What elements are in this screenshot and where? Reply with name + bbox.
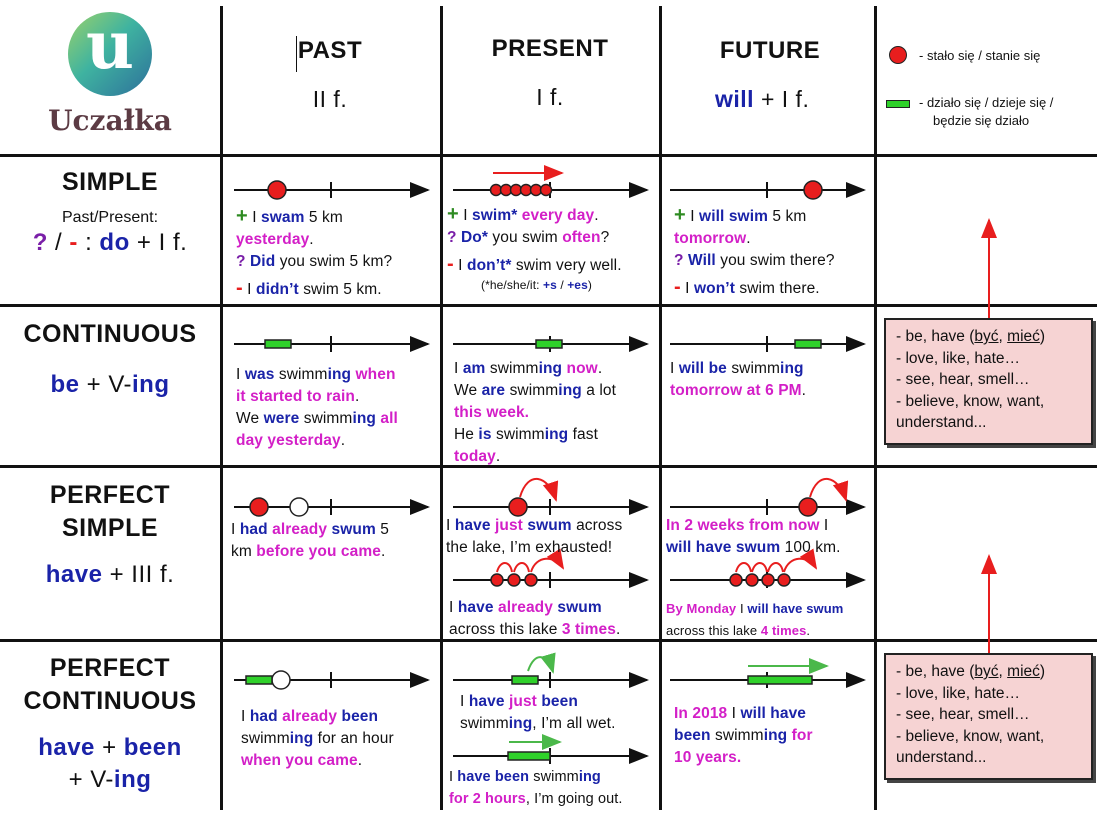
process-bar [246,676,272,684]
text: mieć [1007,663,1040,680]
text: We [236,410,264,427]
aux: were [263,410,300,427]
text: . [340,432,346,449]
suffix: +s [543,278,557,292]
text: . [309,231,314,248]
text: ) [587,278,592,292]
cell-cont-past [236,364,398,452]
verb: will have swum [666,539,781,556]
cell-perf-past [231,519,389,563]
time-expr: for 2 hours [449,791,526,807]
text: I [231,521,240,538]
text: . [806,623,811,638]
text: , I’m going out. [525,791,623,807]
aux: have been [457,769,530,785]
process-bar [748,676,812,684]
neg-mark: - [69,229,78,256]
time-expr: By Monday [666,601,737,616]
text: . [357,752,363,769]
text: fast [568,426,599,443]
text: I [819,517,829,534]
legend-event-label: - stało się / stanie się [919,48,1041,63]
ing-suffix: ing [508,715,533,732]
event-dot [799,498,817,516]
slash: / [47,229,70,256]
time-expr: today [454,448,496,465]
time-expr: for [787,727,813,744]
verb: swum [522,517,572,534]
text: He [454,426,479,443]
cell-simple-future [674,204,835,300]
text: I [236,366,245,383]
time-expr: day yesterday [236,432,341,449]
form-tail: + V- [79,371,133,398]
event-dot [268,181,286,199]
do-aux: do [99,229,130,256]
text: swimm [241,730,290,747]
text: I [690,208,700,225]
text: I [241,708,250,725]
text: swimm [274,366,328,383]
text: swimm [726,360,781,377]
text: 5 km [304,209,343,226]
text: I [680,280,694,297]
text: I [242,281,256,298]
time-expr: In 2 weeks from now [666,517,820,534]
text: , [998,663,1008,680]
open-dot [272,671,290,689]
time-expr: it started to rain [236,388,355,405]
time-expr: now [562,360,598,377]
time-expr: all [375,410,398,427]
text: I [727,705,741,722]
q-mark: ? [447,229,457,246]
aux: been [337,708,379,725]
cell-perf-future-2 [666,598,843,642]
text: , I’m all wet. [532,715,616,732]
future-title: FUTURE [719,37,821,64]
text: the lake, I’m exhausted! [446,539,613,556]
stative-note-1 [884,318,1093,445]
text: across this lake [666,623,761,638]
text: , [998,328,1008,345]
cell-simple-present [447,203,622,293]
text: you swim 5 km? [275,253,393,270]
aux: will be [678,360,727,377]
ing-suffix: ing [578,769,601,785]
text: - be, have ( [896,328,975,345]
text: 5 [375,521,389,538]
text: . [746,230,751,247]
cell-pc-present-2 [449,766,623,810]
ing-suffix: ing [327,366,352,383]
text: - see, hear, smell… [896,706,1030,723]
text: swimm [299,410,353,427]
cell-cont-future [670,358,806,402]
green-curve [528,657,553,672]
text: - be, have ( [896,663,975,680]
aux: are [481,382,506,399]
ing-suffix: ing [780,360,804,377]
ing-suffix: ing [558,382,582,399]
text: I [446,517,455,534]
open-dot [290,498,308,516]
text: understand... [896,414,987,431]
time-expr: 3 times [561,621,616,638]
cell-simple-past [236,205,392,301]
text: for an hour [313,730,394,747]
text: I [252,209,262,226]
verb: will swim [699,208,768,225]
text: . [354,388,360,405]
row-pc-title-2: CONTINUOUS [23,687,197,715]
text: swimm [505,382,559,399]
cell-perf-present [446,515,622,559]
future-form-rest: + I f. [754,86,810,112]
ing-suffix: ing [352,410,376,427]
aux: don’t* [467,257,512,274]
time-expr: 4 times [760,623,807,638]
aux: have [457,599,494,616]
aux: been [536,693,578,710]
time-expr: every day [517,207,595,224]
aux: won’t [694,280,735,297]
time-expr: often [562,229,601,246]
text: swim there. [734,280,820,297]
row-ps-title-1: PERFECT [49,481,171,509]
time-expr: In 2018 [674,705,728,722]
text: - love, like, hate… [896,684,1021,702]
text: swim 5 km. [298,281,382,298]
text: you swim there? [715,252,835,269]
time-expr: tomorrow at 6 PM [670,382,802,399]
aux: had [239,521,268,538]
adverb: already [267,521,328,538]
text: - love, like, hate… [896,349,1021,367]
text: - believe, know, want, [896,392,1045,410]
stative-note-2 [884,653,1093,780]
adverb: just [504,693,537,710]
aux: Did [250,253,276,270]
legend-process-label-1: - działo się / dzieje się / [919,95,1054,110]
text: I [463,207,473,224]
plus-sign: + [236,205,248,227]
text: you swim [488,229,563,246]
text: I [449,769,458,785]
future-will: will [715,86,755,112]
form-tail: + III f. [102,561,175,588]
row-simple-title: SIMPLE [61,168,159,196]
event-dot [730,574,742,586]
text: swim very well. [511,257,622,274]
neg-mark: - [236,277,243,299]
neg-mark: - [447,253,454,275]
verb: swam [261,209,305,226]
text: 5 km [767,208,807,225]
aux: have [454,517,491,534]
cell-pc-past [241,706,394,772]
text: swimm [529,769,579,785]
brand-name: Uczałka [48,104,172,137]
time-expr: tomorrow [674,230,747,247]
time-expr: before you came [256,543,381,560]
event-dot [804,181,822,199]
text: swimm [710,727,764,744]
process-bar [508,752,550,760]
text: mieć [1007,328,1040,345]
aux: was [244,366,275,383]
cell-perf-present-2 [449,597,620,641]
text: swimm [485,360,539,377]
form-tail: + I f. [129,229,188,256]
aux: am [462,360,486,377]
plus-sign: + [447,203,459,225]
text: I [736,601,748,616]
been-aux: been [123,734,182,761]
cell-pc-future [674,703,813,769]
ing-suffix: ing [538,360,563,377]
verb: swim* [472,207,518,224]
text: . [594,207,599,224]
be-aux: be [50,371,80,398]
colon: : [77,229,100,256]
row-continuous-title: CONTINUOUS [23,320,197,348]
time-expr: this week. [454,404,530,421]
text: / [556,278,568,292]
text: ? [600,229,610,246]
row-pc-title-1: PERFECT [49,654,171,682]
time-expr: when you came [241,752,358,769]
process-bar [512,676,538,684]
ing-suffix: ing [763,727,788,744]
text: (*he/she/it: [481,278,543,292]
text: 100 km. [780,539,841,556]
ing-suffix: ing [289,730,314,747]
adverb: already [277,708,338,725]
have-aux: have [38,734,95,761]
text: We [454,382,482,399]
neg-mark: - [674,276,681,298]
legend-process-label-2: będzie się działo [933,113,1030,128]
row-simple-sub: Past/Present: [61,209,159,226]
text: swimm [491,426,545,443]
plus-sign: + [674,204,686,226]
have-aux: have [45,561,103,588]
verb: swum [327,521,376,538]
event-dot [250,498,268,516]
cell-perf-future [666,515,841,559]
time-expr: yesterday [236,231,310,248]
aux: Will [688,252,716,269]
time-expr: when [351,366,396,383]
text: across [571,517,623,534]
text: . [380,543,386,560]
aux: is [478,426,492,443]
time-expr: 10 years. [674,749,742,766]
red-curve [810,479,846,500]
text: - see, hear, smell… [896,371,1030,388]
text: I [670,360,679,377]
verb: swum [552,599,602,616]
aux: will have [740,705,807,722]
present-form: I f. [536,84,564,110]
verb: will have swum [747,601,844,616]
text: swimm [460,715,509,732]
suffix: +es [567,278,588,292]
text: I [454,360,463,377]
form-tail: + V- [68,766,114,793]
text: ) [1039,663,1046,680]
event-dot [491,574,503,586]
aux: didn’t [256,281,299,298]
text: across this lake [449,621,562,638]
q-mark: ? [236,253,246,270]
q-mark: ? [32,229,48,256]
process-bar [265,340,291,348]
q-mark: ? [674,252,684,269]
text: I [453,257,467,274]
text: ) [1039,328,1046,345]
adverb: just [490,517,523,534]
ing-suffix: ing [132,371,170,398]
present-title: PRESENT [491,35,609,62]
process-bar [536,340,562,348]
text: I [460,693,469,710]
text: I [449,599,458,616]
text: a lot [581,382,617,399]
row-ps-title-2: SIMPLE [61,514,159,542]
aux: Do* [461,229,488,246]
ing-suffix: ing [113,766,152,793]
aux: been [674,727,711,744]
text: . [597,360,603,377]
text: . [495,448,501,465]
plus: + [94,734,124,761]
text: być [974,328,999,345]
past-form: II f. [312,86,348,112]
text: km [231,543,257,560]
text: understand... [896,749,987,766]
text: być [974,663,999,680]
aux: have [468,693,505,710]
logo-letter: u [86,6,134,84]
red-curve [520,479,556,500]
cell-cont-present [454,358,616,468]
aux: had [249,708,278,725]
cell-pc-present [460,691,616,735]
process-bar [795,340,821,348]
text: . [801,382,807,399]
adverb: already [493,599,553,616]
text: - believe, know, want, [896,727,1045,745]
ing-suffix: ing [544,426,569,443]
text: . [615,621,621,638]
event-dot [509,498,527,516]
past-title: PAST [297,37,363,64]
